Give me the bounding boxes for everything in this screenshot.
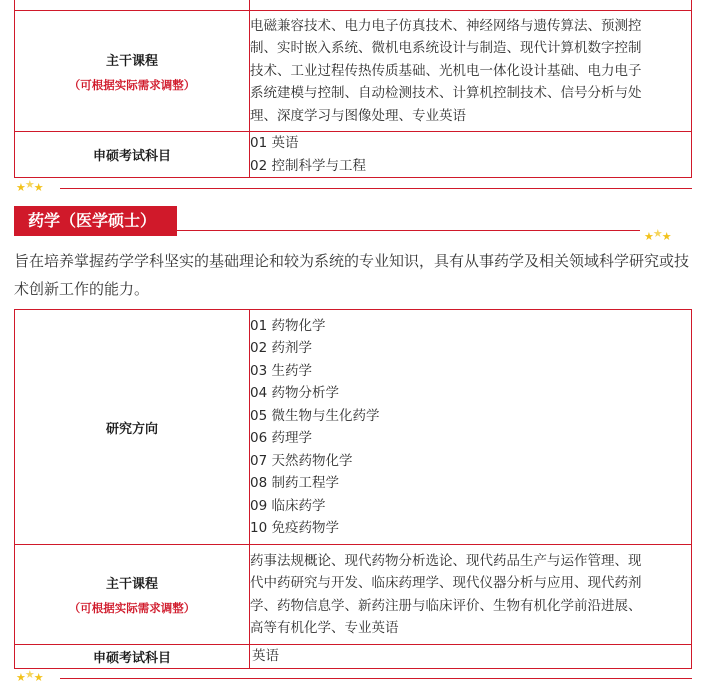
directions-label-cell xyxy=(15,310,250,545)
stars-decoration xyxy=(16,178,43,194)
courses-label-cell xyxy=(15,11,250,132)
direction-item: 09 临床药学 xyxy=(250,497,326,514)
courses-label: 主干课程 xyxy=(105,577,158,592)
table-row xyxy=(15,0,692,11)
direction-item: 01 药物化学 xyxy=(250,317,326,334)
course-line: 制、实时嵌入系统、微机电系统设计与制造、现代计算机数字控制 xyxy=(250,40,642,57)
section-divider-line xyxy=(177,230,640,231)
courses-note: （可根据实际需求调整） xyxy=(68,77,196,92)
course-line: 高等有机化学、专业英语 xyxy=(250,620,399,636)
directions-value-cell xyxy=(250,310,692,545)
table-row xyxy=(15,545,692,645)
courses-note: （可根据实际需求调整） xyxy=(68,601,196,615)
exam-value-cell xyxy=(250,645,692,669)
direction-item: 08 制药工程学 xyxy=(250,475,339,491)
course-line: 技术、工业过程传热传质基础、光机电一体化设计基础、电力电子 xyxy=(250,62,642,79)
star-icon: ★ xyxy=(16,671,25,684)
courses-label: 主干课程 xyxy=(105,53,158,69)
exam-item: 01 英语 xyxy=(250,135,299,151)
section-title: 药学（医学硕士） xyxy=(14,206,177,236)
label-cell xyxy=(15,0,250,11)
divider-line xyxy=(60,678,692,679)
table-row xyxy=(15,11,692,132)
courses-value-cell xyxy=(250,11,692,132)
star-icon: ★ xyxy=(24,178,34,191)
table-row xyxy=(15,310,692,545)
stars-decoration xyxy=(644,227,671,243)
divider-line xyxy=(60,188,692,189)
exam-label: 申硕考试科目 xyxy=(92,149,171,164)
course-line: 系统建模与控制、自动检测技术、计算机控制技术、信号分析与处 xyxy=(250,85,642,102)
star-icon: ★ xyxy=(661,230,671,243)
star-icon: ★ xyxy=(33,181,43,194)
course-line: 电磁兼容技术、电力电子仿真技术、神经网络与遗传算法、预测控 xyxy=(250,17,642,34)
courses-label-cell xyxy=(15,545,250,645)
star-icon: ★ xyxy=(16,181,25,194)
course-line: 学、药物信息学、新药注册与临床评价、生物有机化学前沿进展、 xyxy=(250,597,642,614)
star-icon: ★ xyxy=(652,227,662,240)
top-info-table xyxy=(14,0,692,178)
direction-item: 10 免疫药物学 xyxy=(250,520,339,536)
exam-item: 02 控制科学与工程 xyxy=(250,157,366,174)
star-icon: ★ xyxy=(644,230,653,243)
star-icon: ★ xyxy=(33,671,43,684)
exam-label-cell xyxy=(15,132,250,178)
course-line: 理、深度学习与图像处理、专业英语 xyxy=(250,107,466,124)
star-icon: ★ xyxy=(24,668,34,681)
directions-label: 研究方向 xyxy=(105,421,158,437)
direction-item: 07 天然药物化学 xyxy=(250,452,353,469)
direction-item: 03 生药学 xyxy=(250,362,312,379)
pharmacy-info-table xyxy=(14,309,692,669)
exam-value-cell xyxy=(250,132,692,178)
course-line: 代中药研究与开发、临床药理学、现代仪器分析与应用、现代药剂 xyxy=(250,575,642,591)
course-line: 药事法规概论、现代药物分析选论、现代药品生产与运作管理、现 xyxy=(250,552,642,569)
stars-decoration xyxy=(16,668,43,684)
section-intro: 旨在培养掌握药学学科坚实的基础理论和较为系统的专业知识，具有从事药学及相关领域科学研究或技术创新工作的能力。 xyxy=(14,252,690,298)
direction-item: 04 药物分析学 xyxy=(250,385,339,401)
exam-label: 申硕考试科目 xyxy=(92,651,171,666)
table-row xyxy=(15,132,692,178)
courses-value-cell xyxy=(250,545,692,645)
direction-item: 02 药剂学 xyxy=(250,340,312,356)
exam-label-cell xyxy=(15,645,250,669)
direction-item: 06 药理学 xyxy=(250,430,312,446)
value-cell xyxy=(250,0,692,11)
exam-value: 英语 xyxy=(252,648,279,665)
table-row xyxy=(15,645,692,669)
direction-item: 05 微生物与生化药学 xyxy=(250,407,380,424)
